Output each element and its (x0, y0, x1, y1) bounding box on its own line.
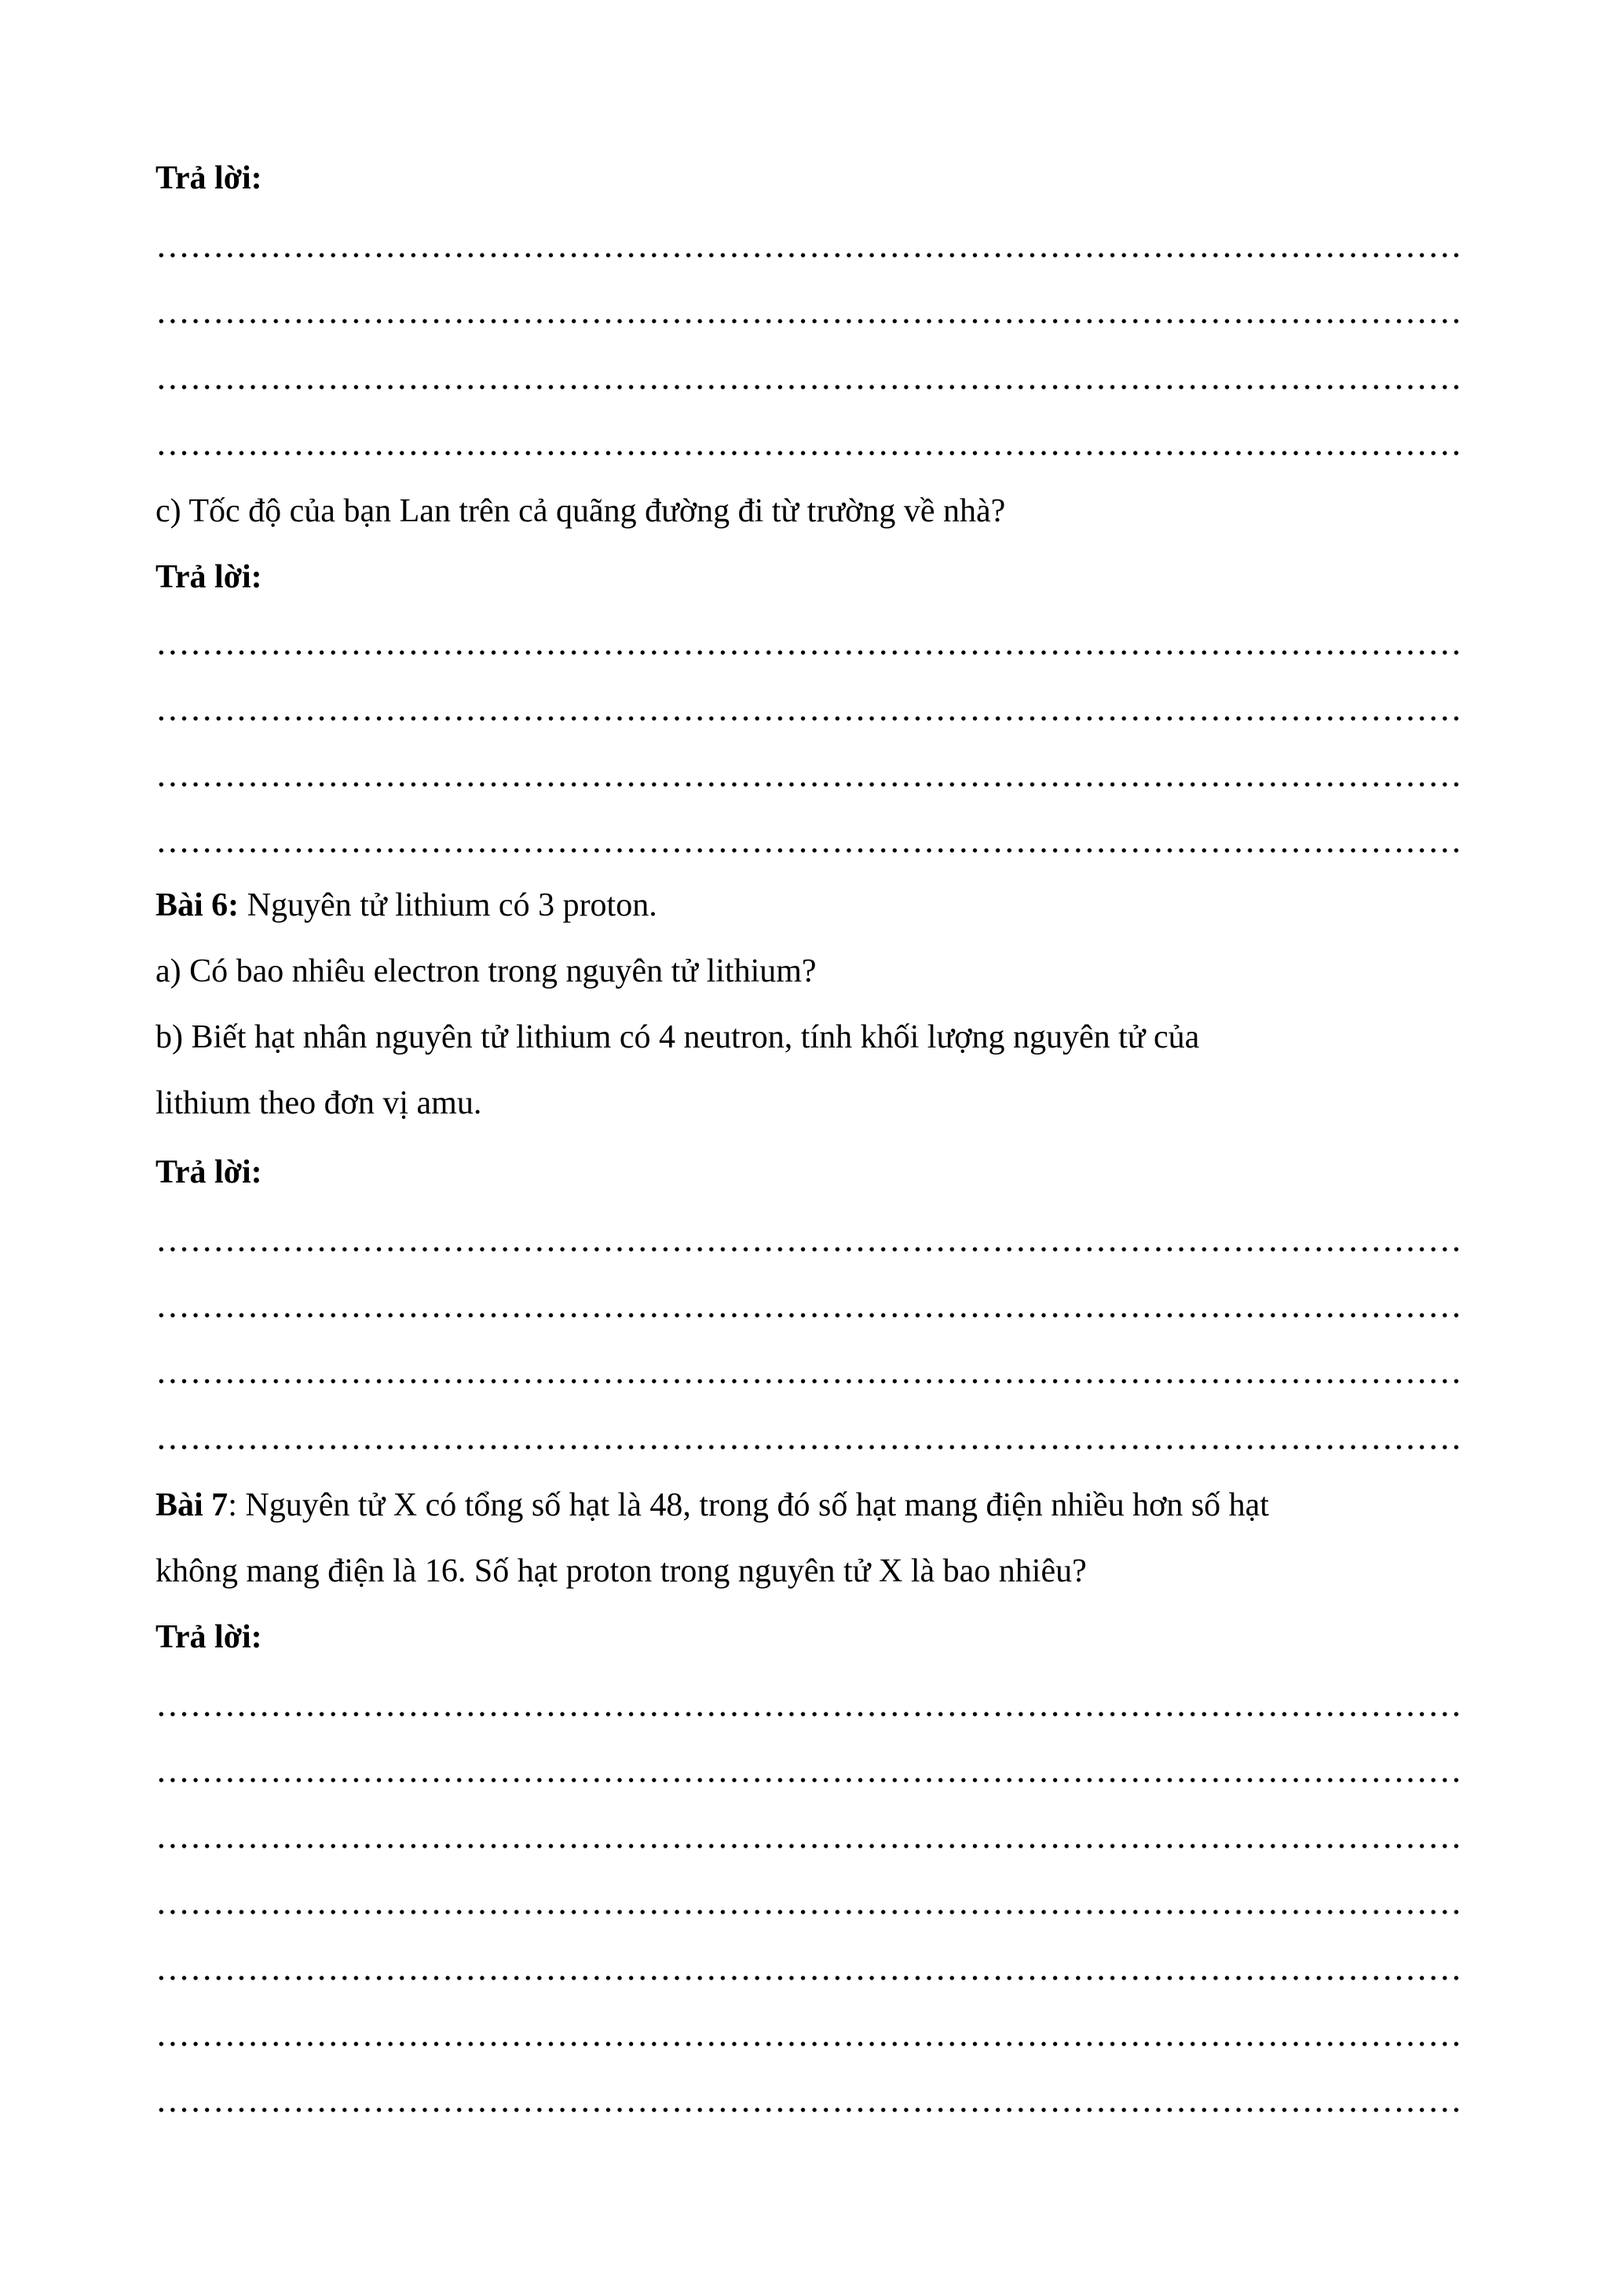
exercise-6-statement: Nguyên tử lithium có 3 proton. (239, 887, 657, 923)
exercise-6-question-b-line2: lithium theo đơn vị amu. (155, 1085, 482, 1121)
answer-label: Trả lời: (155, 559, 262, 595)
answer-dotted-line (155, 383, 1459, 391)
answer-label: Trả lời: (155, 1619, 262, 1655)
exercise-7-line1 (155, 1486, 1269, 1525)
answer-dotted-line (155, 1776, 1459, 1784)
exercise-7-label: Bài 7 (155, 1487, 229, 1523)
exercise-6-heading (155, 886, 657, 925)
answer-dotted-line (155, 846, 1459, 854)
answer-dotted-line (155, 1842, 1459, 1850)
answer-dotted-line (155, 1974, 1459, 1982)
answer-dotted-line (155, 317, 1459, 325)
exercise-6-label: Bài 6: (155, 887, 240, 923)
answer-dotted-line (155, 2040, 1459, 2048)
exercise-6-question-a: a) Có bao nhiêu electron trong nguyên tử lithium? (155, 953, 817, 989)
question-part-c: c) Tốc độ của bạn Lan trên cả quãng đường đi từ trường về nhà? (155, 493, 1006, 529)
answer-dotted-line (155, 2106, 1459, 2114)
answer-dotted-line (155, 715, 1459, 722)
exercise-6-question-b-line1: b) Biết hạt nhân nguyên tử lithium có 4 neutron, tính khối lượng nguyên tử của (155, 1019, 1200, 1055)
exercise-7-statement-line1: : Nguyên tử X có tổng số hạt là 48, trong đó số hạt mang điện nhiều hơn số hạt (228, 1487, 1269, 1523)
answer-dotted-line (155, 649, 1459, 656)
answer-label: Trả lời: (155, 1154, 262, 1190)
answer-dotted-line (155, 251, 1459, 259)
answer-dotted-line (155, 1245, 1459, 1253)
answer-dotted-line (155, 1443, 1459, 1451)
answer-dotted-line (155, 1710, 1459, 1718)
answer-dotted-line (155, 1311, 1459, 1319)
answer-dotted-line (155, 1377, 1459, 1385)
answer-dotted-line (155, 1908, 1459, 1916)
answer-label: Trả lời: (155, 160, 262, 196)
exercise-7-line2: không mang điện là 16. Số hạt proton trong nguyên tử X là bao nhiêu? (155, 1553, 1087, 1589)
answer-dotted-line (155, 449, 1459, 457)
answer-dotted-line (155, 781, 1459, 788)
